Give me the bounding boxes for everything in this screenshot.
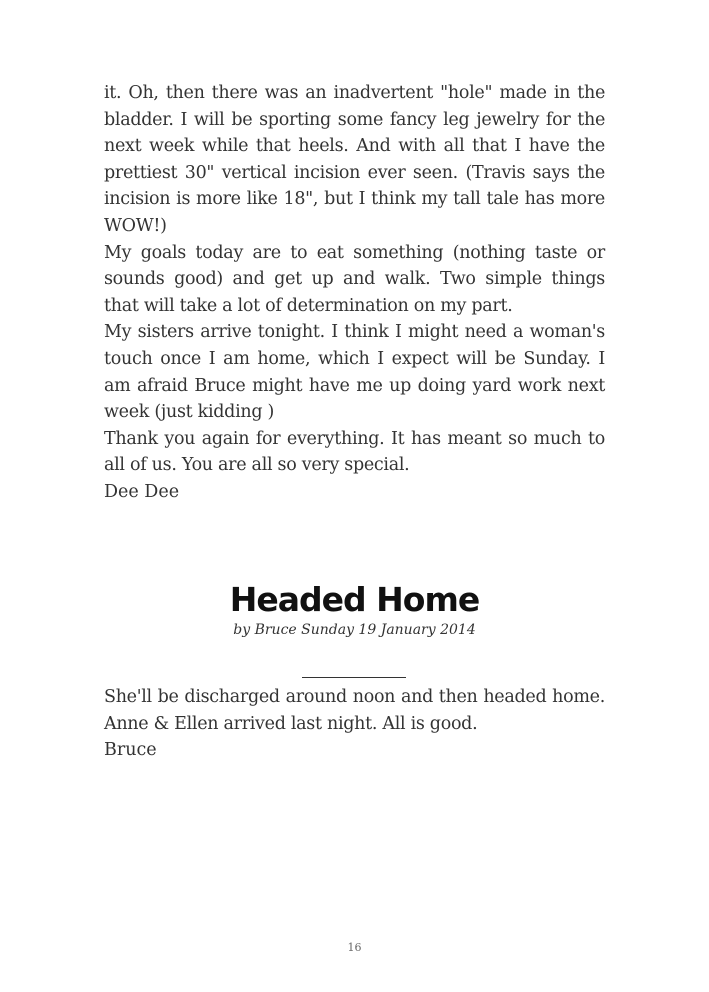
body-paragraph: She'll be discharged around noon and then headed home. Anne & Ellen arrived last night. All is good. <box>104 687 605 734</box>
page-number: 16 <box>347 941 362 954</box>
signature: Dee Dee <box>104 481 180 502</box>
body-paragraph: Thank you again for everything. It has meant so much to all of us. You are all so very special. <box>104 428 605 476</box>
divider <box>302 677 406 678</box>
post-title: Headed Home <box>229 580 480 619</box>
post-body <box>104 684 605 764</box>
body-paragraph: My sisters arrive tonight. I think I might need a woman's touch once I am home, which I expect will be Sunday. I am afraid Bruce might have me up doing yard work next week (just kidding ) <box>104 322 605 423</box>
signature: Bruce <box>104 740 157 761</box>
previous-post-body <box>104 80 605 506</box>
post-byline: by Bruce Sunday 19 January 2014 <box>233 622 476 638</box>
body-paragraph: it. Oh, then there was an inadvertent "hole" made in the bladder. I will be sporting some fancy leg jewelry for the next week while that heels. And with all that I have the prettiest 30" vertical incision ever seen. (Travis says the incision is more like 18", but I think my tall tale has more WOW!) <box>104 83 605 236</box>
body-paragraph: My goals today are to eat something (nothing taste or sounds good) and get up and walk. Two simple things that will take a lot of determination on my part. <box>104 242 605 316</box>
